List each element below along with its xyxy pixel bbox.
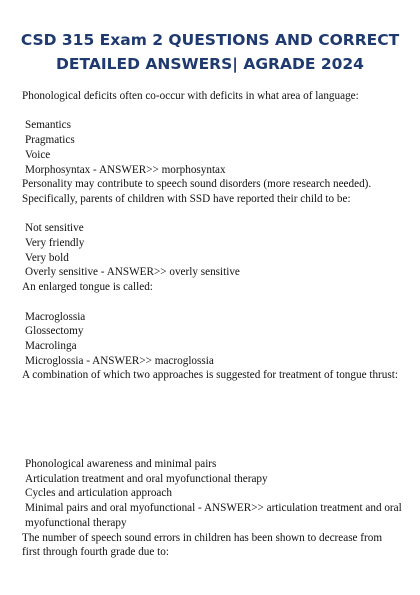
answer-option: Very bold	[25, 251, 69, 264]
question-stem: A combination of which two approaches is suggested for treatment of tongue thrust:	[22, 369, 398, 382]
question-stem: Phonological deficits often co-occur with deficits in what area of language:	[22, 90, 359, 102]
document-body	[22, 89, 406, 560]
answer-option: Articulation treatment and oral myofunctional therapy	[25, 472, 268, 485]
answer-option: Not sensitive	[25, 222, 84, 235]
title-line-1: CSD 315 Exam 2 QUESTIONS AND CORRECT	[20, 31, 400, 49]
question-stem: first through fourth grade due to:	[22, 546, 169, 559]
answer-option: Minimal pairs and oral myofunctional - ANSWER>> articulation treatment and oral myofunctional therapy	[25, 502, 402, 529]
answer-option: Pragmatics	[25, 134, 75, 147]
answer-option: Macroglossia	[25, 310, 86, 323]
answer-option: Overly sensitive - ANSWER>> overly sensitive	[25, 266, 240, 279]
answer-option: Morphosyntax - ANSWER>> morphosyntax	[25, 163, 226, 176]
page-title	[0, 28, 420, 76]
answer-option: Phonological awareness and minimal pairs	[25, 458, 217, 471]
question-stem: An enlarged tongue is called:	[22, 281, 153, 294]
answer-option: Macrolinga	[25, 339, 77, 352]
answer-option: Voice	[25, 148, 51, 161]
answer-option: Glossectomy	[25, 325, 84, 338]
spacer	[22, 207, 406, 222]
answer-option: Cycles and articulation approach	[25, 487, 172, 500]
answer-option: Semantics	[25, 119, 71, 132]
question-stem: Personality may contribute to speech sound disorders (more research needed).	[22, 178, 372, 191]
spacer	[22, 104, 406, 119]
question-stem: Specifically, parents of children with SSD have reported their child to be:	[22, 192, 351, 205]
answer-option: Microglossia - ANSWER>> macroglossia	[25, 354, 214, 367]
spacer	[22, 295, 406, 310]
spacer	[22, 383, 406, 457]
answer-option: Very friendly	[25, 237, 85, 249]
question-stem: The number of speech sound errors in children has been shown to decrease from	[22, 531, 383, 544]
title-line-2: DETAILED ANSWERS| AGRADE 2024	[56, 55, 364, 73]
